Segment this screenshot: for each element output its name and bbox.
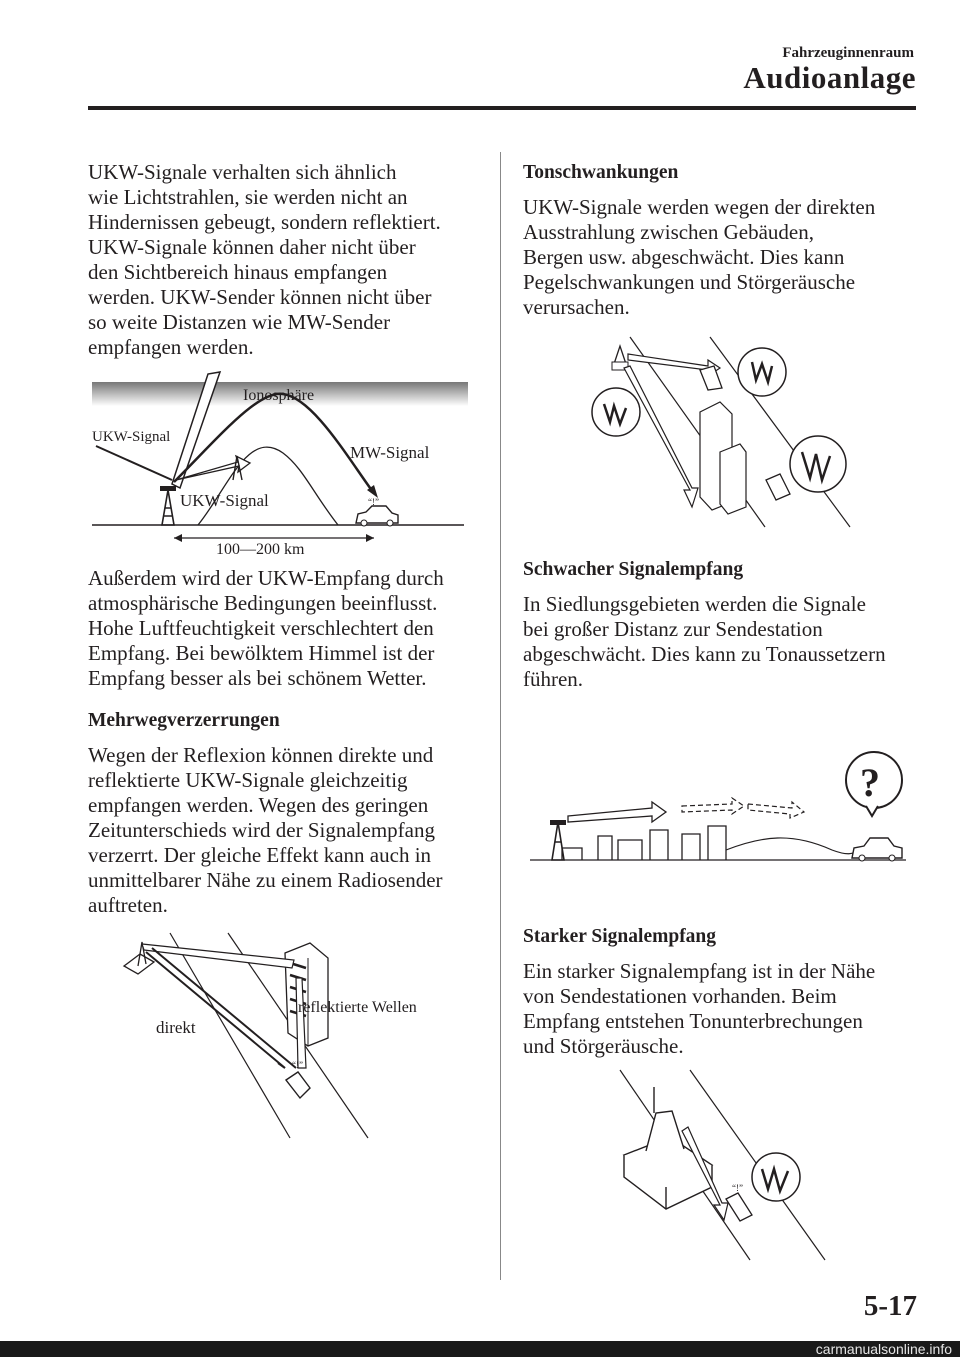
noise-bubble-icon: [752, 1153, 800, 1201]
paragraph-weak-signal: In Siedlungsgebieten werden die Signale bei großer Distanz zur Sendestation abgeschwächt. Dies kann zu Tonaussetzern führen.: [523, 592, 886, 691]
paragraph-strong-signal: Ein starker Signalempfang ist in der Nähe von Sendestationen vorhanden. Beim Empfang entstehen Tonunterbrechungen und Störgeräusche.: [523, 959, 876, 1058]
svg-text:“!”: “!”: [292, 1060, 303, 1070]
column-divider: [500, 152, 501, 1280]
paragraph-fluctuation: UKW-Signale werden wegen der direkten Ausstrahlung zwischen Gebäuden, Bergen usw. abgeschwächt. Dies kann Pegelschwankungen und Störgeräusche verursachen.: [523, 195, 876, 319]
mw-signal-label: MW-Signal: [350, 443, 430, 462]
ukw-signal-label-top: UKW-Signal: [92, 429, 171, 445]
chapter-title: Audioanlage: [743, 60, 916, 95]
heading-fluctuation: Tonschwankungen: [523, 162, 679, 183]
transmitter-station-icon: [624, 1087, 712, 1209]
ukw-ray-left: [96, 446, 172, 480]
building-icon: [285, 943, 328, 1046]
footer-url[interactable]: carmanualsonline.info: [815, 1341, 952, 1357]
heading-multipath: Mehrwegverzerrungen: [88, 710, 280, 731]
ionosphere-label: Ionosphäre: [243, 387, 315, 404]
building-icon: [700, 402, 746, 514]
car-icon: [356, 497, 398, 526]
right-column: [523, 160, 923, 320]
transmitter-tower-icon: [612, 346, 628, 370]
reflected-waves-label: reflektierte Wellen: [298, 999, 417, 1016]
section-title: Fahrzeuginnenraum: [782, 45, 914, 61]
right-column-strong: [523, 924, 923, 1059]
mountain-outline: [198, 447, 338, 525]
fluctuation-figure: [580, 332, 870, 532]
car-icon: [726, 1183, 752, 1221]
ukw-signal-label-bottom: UKW-Signal: [180, 491, 269, 510]
footer-bar: [0, 1341, 960, 1357]
right-column-weak: [523, 557, 923, 692]
header-rule: [88, 106, 916, 110]
ukw-mw-propagation-figure: [88, 368, 480, 560]
ray-to-building: [142, 944, 294, 968]
direct-label: direkt: [156, 1018, 196, 1037]
car-icon: [852, 838, 902, 861]
heading-strong-signal: Starker Signalempfang: [523, 926, 717, 947]
svg-text:“!”: “!”: [732, 1183, 743, 1193]
multipath-figure: [110, 928, 450, 1143]
question-bubble-icon: [846, 752, 902, 816]
svg-text:?: ?: [860, 760, 880, 805]
distance-label: 100—200 km: [216, 541, 305, 558]
left-column: [88, 160, 480, 360]
strong-signal-figure: [600, 1065, 840, 1265]
page-number: 5-17: [863, 1290, 917, 1322]
left-column-lower: [88, 566, 480, 918]
weak-signal-figure: [522, 750, 922, 870]
transmitter-tower-icon: [160, 486, 176, 525]
svg-text:“!”: “!”: [368, 497, 379, 507]
heading-weak-signal: Schwacher Signalempfang: [523, 559, 744, 580]
paragraph-multipath: Wegen der Reflexion können direkte und reflektierte UKW-Signale gleichzeitig empfangen werden. Wegen des geringen Zeitunterschieds wird der Signalempfang verzerrt. Der gleiche Effekt kann auch in unmittelbarer Nähe zu einem Radiosender auftreten.: [88, 743, 443, 917]
paragraph-ukw-behaviour: UKW-Signale verhalten sich ähnlich wie Lichtstrahlen, sie werden nicht an Hindernissen gebeugt, sondern reflektiert. UKW-Signale können daher nicht über den Sichtbereich hinaus empfangen werden. UKW-Sender können nicht über so weite Distanzen wie MW-Sender empfangen werden.: [88, 160, 441, 359]
paragraph-atmosphere: Außerdem wird der UKW-Empfang durch atmosphärische Bedingungen beeinflusst. Hohe Luftfeuchtigkeit verschlechtert den Empfang. Bei bewölktem Himmel ist der Empfang besser als bei schönem Wetter.: [88, 566, 444, 690]
transmitter-tower-icon: [550, 820, 566, 860]
